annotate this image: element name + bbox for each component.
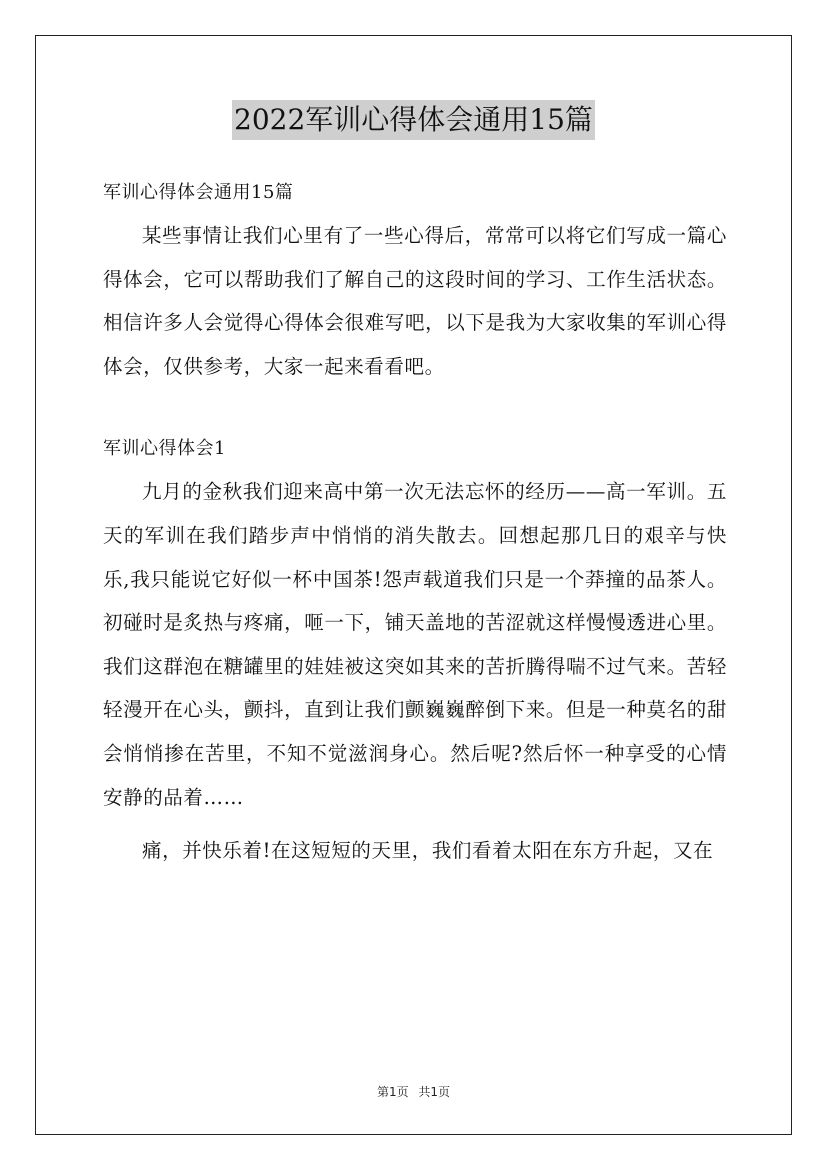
document-subtitle: 军训心得体会通用15篇: [103, 182, 294, 203]
page-number: 第1页: [376, 1085, 409, 1099]
intro-paragraph: 某些事情让我们心里有了一些心得后，常常可以将它们写成一篇心得体会，它可以帮助我们了解自己的这段时间的学习、工作生活状态。相信许多人会觉得心得体会很难写吧，以下是我为大家收集的军训心得体会，仅供参考，大家一起来看看吧。: [103, 224, 727, 378]
section-paragraph: 痛，并快乐着!在这短短的天里，我们看着太阳在东方升起，又在: [142, 839, 714, 863]
title-container: [0, 100, 827, 140]
section-paragraph: 九月的金秋我们迎来高中第一次无法忘怀的经历——高一军训。五天的军训在我们踏步声中悄悄的消失散去。回想起那几日的艰辛与快乐,我只能说它好似一杯中国茶!怨声载道我们只是一个莽撞的品茶人。初碰时是炙热与疼痛，咂一下，铺天盖地的苦涩就这样慢慢透进心里。我们这群泡在糖罐里的娃娃被这突如其来的苦折腾得喘不过气来。苦轻轻漫开在心头，颤抖，直到让我们颤巍巍醉倒下来。但是一种莫名的甜会悄悄掺在苦里，不知不觉滋润身心。然后呢?然后怀一种享受的心情安静的品着……: [103, 480, 727, 809]
page-footer: [0, 1083, 827, 1100]
section-spacer: [103, 388, 727, 410]
paragraph-spacer: [103, 819, 727, 829]
section-heading: 军训心得体会1: [103, 438, 226, 460]
page-total: 共1页: [418, 1085, 451, 1099]
document-body: [103, 172, 727, 873]
document-title: 2022军训心得体会通用15篇: [232, 100, 595, 140]
